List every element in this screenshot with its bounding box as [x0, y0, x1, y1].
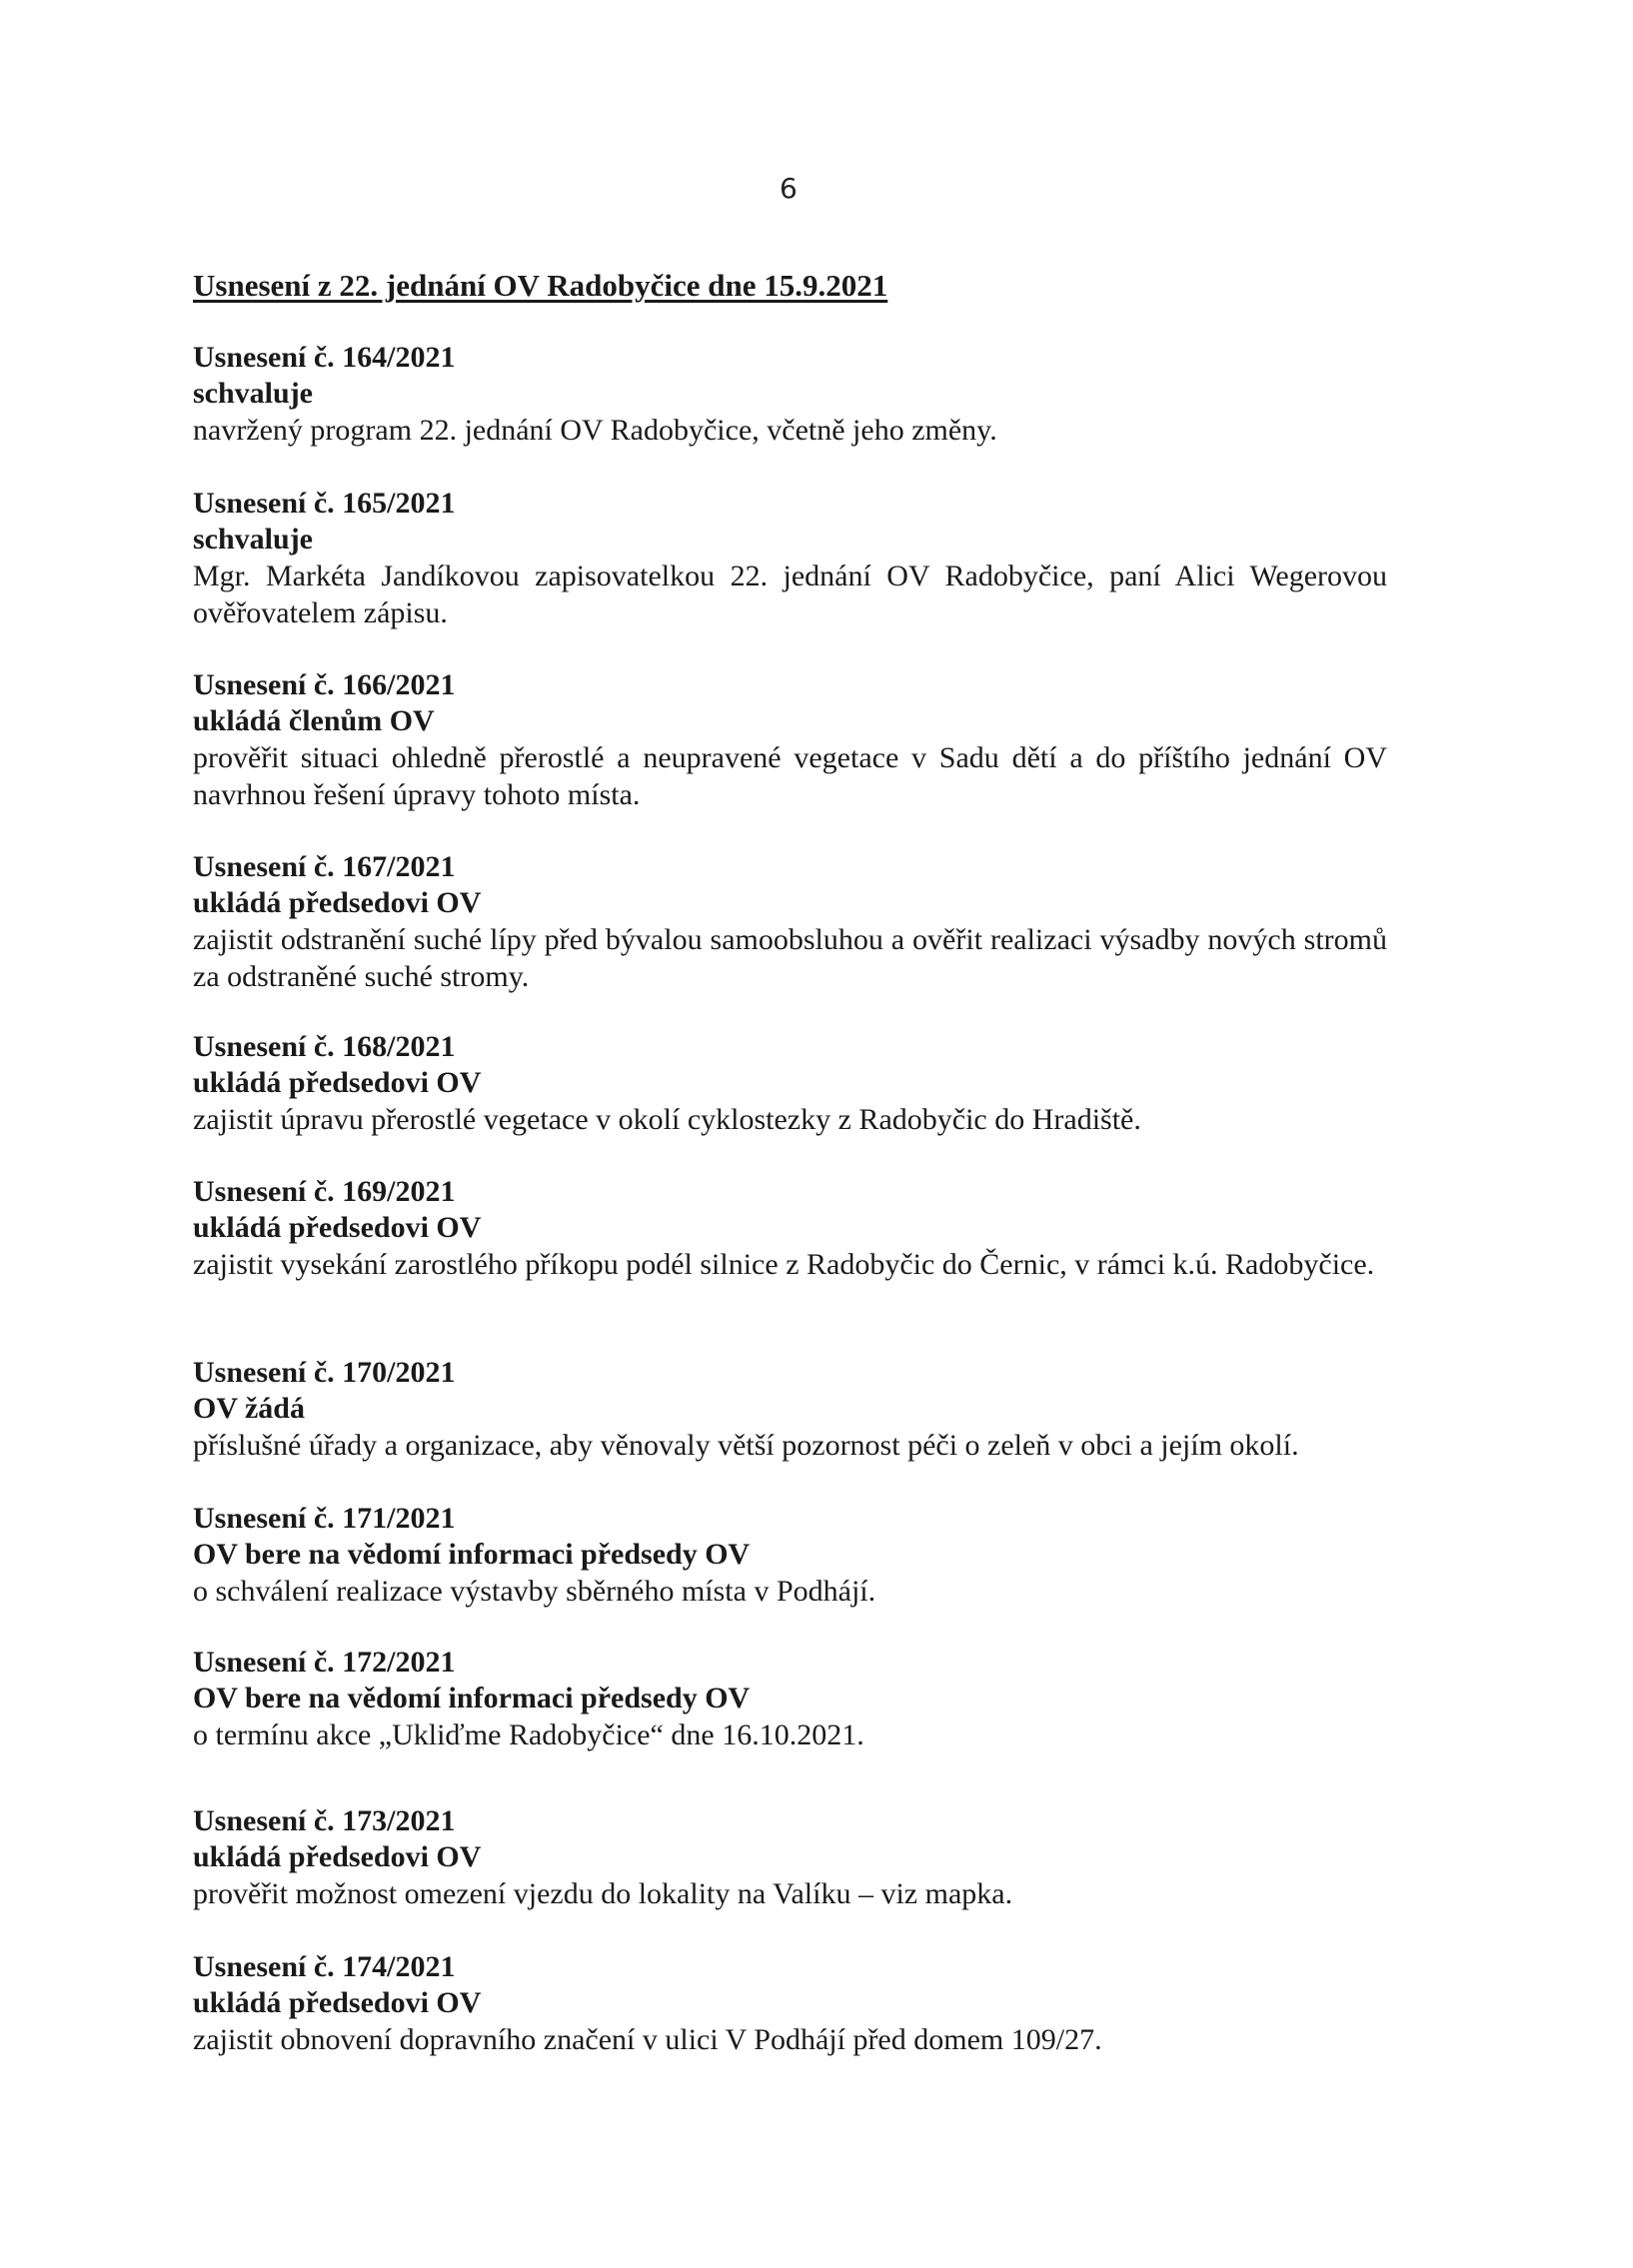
resolution-170 [193, 1355, 1392, 1464]
resolution-verb: OV žádá [193, 1392, 305, 1425]
resolution-verb: OV bere na vědomí informaci předsedy OV [193, 1682, 751, 1714]
resolution-165 [193, 486, 1392, 631]
resolution-verb: OV bere na vědomí informaci předsedy OV [193, 1538, 751, 1571]
resolution-text: Mgr. Markéta Jandíkovou zapisovatelkou 22. jednání OV Radobyčice, paní Alici Wegerovou ověřovatelem zápisu. [193, 560, 1387, 629]
resolution-164 [193, 340, 1392, 449]
document-title: Usnesení z 22. jednání OV Radobyčice dne 15.9.2021 [193, 268, 888, 303]
resolution-172 [193, 1645, 1392, 1753]
resolution-number: Usnesení č. 165/2021 [193, 487, 456, 520]
resolution-number: Usnesení č. 174/2021 [193, 1950, 456, 1983]
resolution-number: Usnesení č. 164/2021 [193, 341, 456, 374]
resolution-number: Usnesení č. 171/2021 [193, 1502, 456, 1535]
resolution-number: Usnesení č. 173/2021 [193, 1804, 456, 1837]
resolution-169 [193, 1174, 1392, 1283]
resolution-number: Usnesení č. 170/2021 [193, 1356, 456, 1389]
resolution-text: zajistit odstranění suché lípy před bývalou samoobsluhou a ověřit realizaci výsadby nových stromů za odstraněné suché stromy. [193, 923, 1387, 993]
resolution-text: zajistit obnovení dopravního značení v ulici V Podhájí před domem 109/27. [193, 2023, 1102, 2056]
resolution-verb: ukládá předsedovi OV [193, 1840, 482, 1873]
resolution-167 [193, 849, 1392, 995]
resolution-text: o schválení realizace výstavby sběrného místa v Podhájí. [193, 1575, 876, 1608]
resolution-174 [193, 1949, 1392, 2058]
resolution-verb: ukládá předsedovi OV [193, 1986, 482, 2019]
page-number: 6 [780, 172, 798, 205]
resolution-text: zajistit vysekání zarostlého příkopu podél silnice z Radobyčic do Černic, v rámci k.ú. Radobyčice. [193, 1248, 1375, 1281]
resolution-text: navržený program 22. jednání OV Radobyčice, včetně jeho změny. [193, 414, 997, 447]
resolution-171 [193, 1501, 1392, 1610]
resolution-verb: ukládá předsedovi OV [193, 1211, 482, 1244]
resolution-168 [193, 1029, 1392, 1138]
resolution-verb: ukládá členům OV [193, 704, 435, 737]
resolution-173 [193, 1803, 1392, 1912]
resolution-number: Usnesení č. 168/2021 [193, 1030, 456, 1063]
resolution-166 [193, 667, 1392, 813]
resolution-number: Usnesení č. 167/2021 [193, 850, 456, 883]
resolution-verb: schvaluje [193, 377, 313, 410]
resolution-verb: schvaluje [193, 523, 313, 556]
resolution-number: Usnesení č. 166/2021 [193, 668, 456, 701]
resolution-text: příslušné úřady a organizace, aby věnovaly větší pozornost péči o zeleň v obci a jejím okolí. [193, 1429, 1299, 1462]
resolution-number: Usnesení č. 172/2021 [193, 1646, 456, 1679]
resolution-verb: ukládá předsedovi OV [193, 1066, 482, 1099]
resolution-number: Usnesení č. 169/2021 [193, 1175, 456, 1208]
resolution-verb: ukládá předsedovi OV [193, 886, 482, 919]
resolution-text: zajistit úpravu přerostlé vegetace v okolí cyklostezky z Radobyčic do Hradiště. [193, 1103, 1141, 1136]
resolution-text: prověřit situaci ohledně přerostlé a neupravené vegetace v Sadu dětí a do příštího jednání OV navrhnou řešení úpravy tohoto místa. [193, 741, 1387, 811]
resolution-text: o termínu akce „Ukliďme Radobyčice“ dne 16.10.2021. [193, 1718, 864, 1751]
resolution-text: prověřit možnost omezení vjezdu do lokality na Valíku – viz mapka. [193, 1877, 1013, 1910]
